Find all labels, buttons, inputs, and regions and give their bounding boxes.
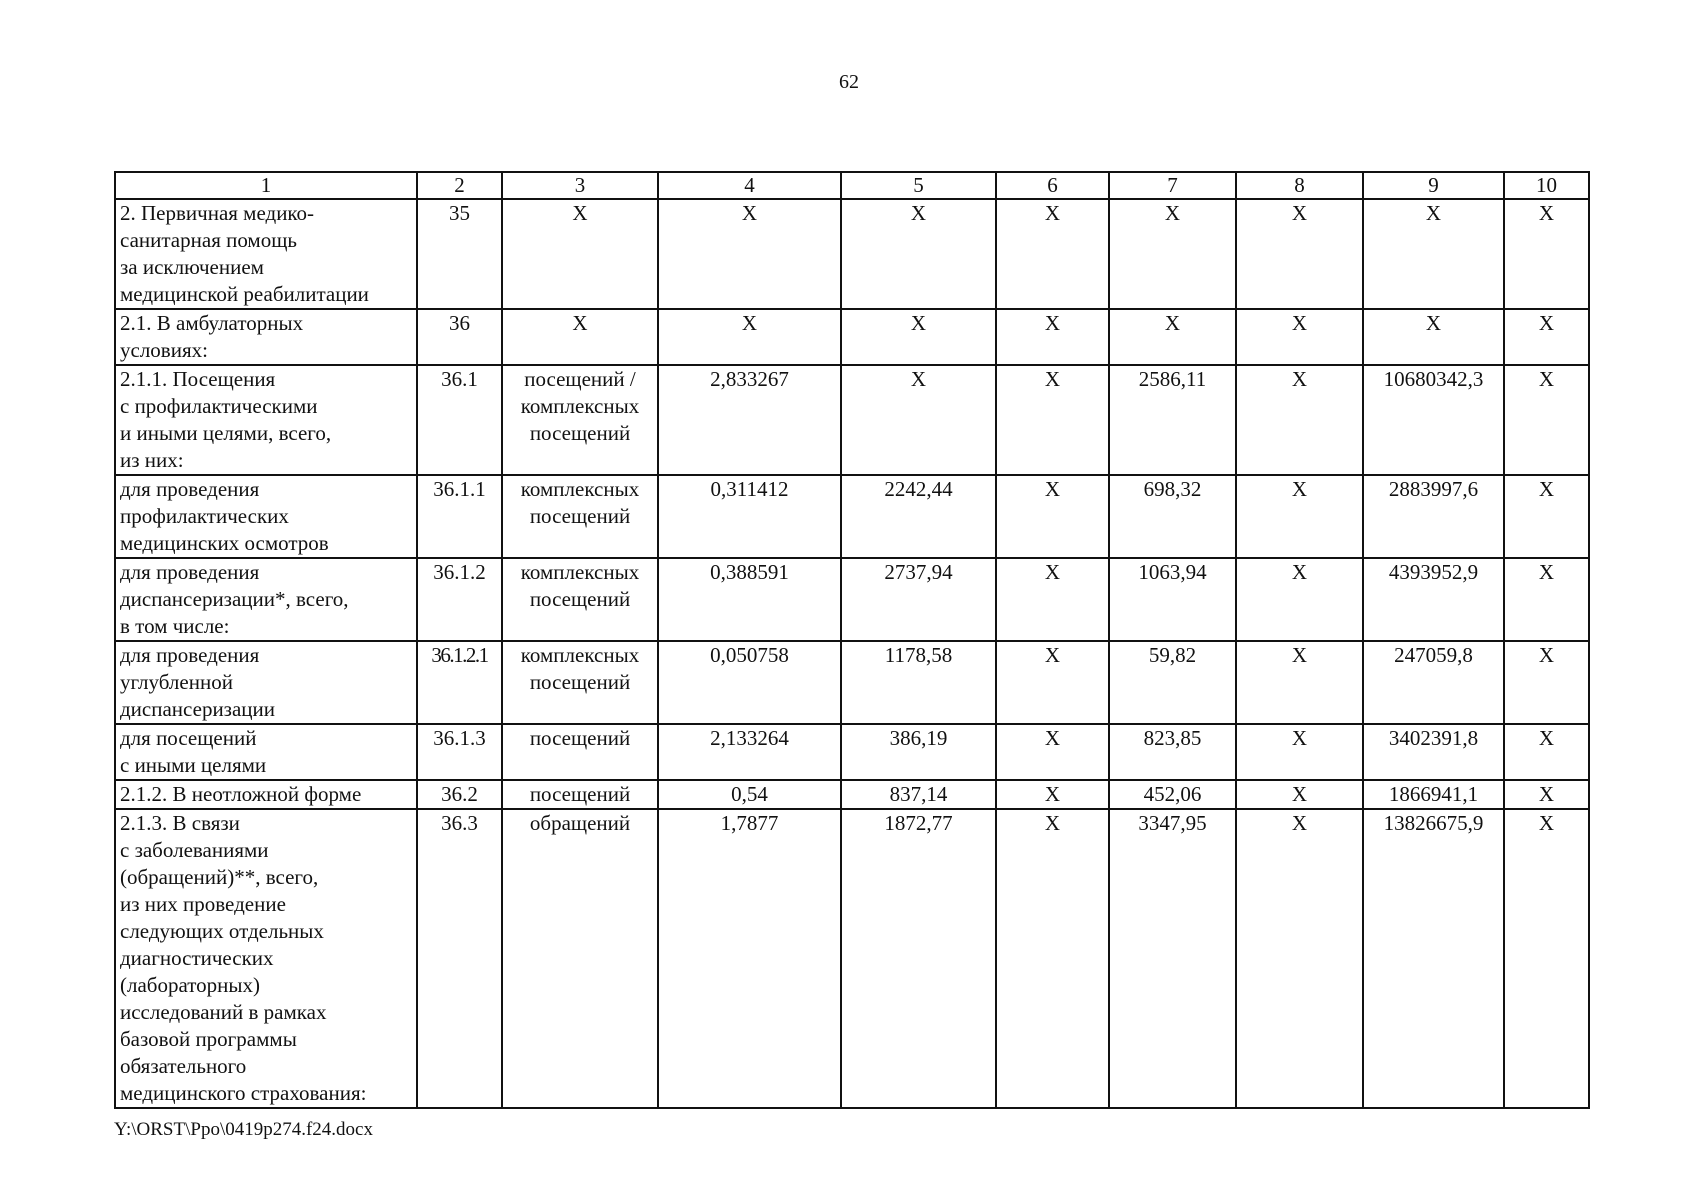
row-value-cell-c10: X — [1504, 780, 1589, 809]
table-row — [115, 780, 1589, 809]
row-name-line: (лабораторных) — [120, 973, 260, 997]
row-value-cell-c7: 452,06 — [1109, 780, 1236, 809]
row-unit-cell — [502, 724, 658, 780]
row-value-cell-c7: X — [1109, 199, 1236, 309]
row-code-cell: 36.1.2.1 — [417, 641, 502, 724]
row-value-cell-c4: X — [658, 199, 841, 309]
row-unit-line: посещений / — [524, 367, 636, 391]
row-name-line: медицинских осмотров — [120, 531, 329, 555]
row-name-line: диагностических — [120, 946, 274, 970]
row-unit-line: комплексных — [520, 560, 640, 584]
row-unit-line: комплексных — [520, 643, 640, 667]
row-value-cell-c10: X — [1504, 365, 1589, 475]
column-number-cell: 1 — [115, 172, 417, 199]
row-name-cell — [115, 558, 417, 641]
row-name-line: с заболеваниями — [120, 838, 269, 862]
row-name-line: из них: — [120, 448, 184, 472]
row-name-line: с профилактическими — [120, 394, 318, 418]
table-row — [115, 199, 1589, 309]
row-value-cell-c6: X — [996, 199, 1109, 309]
row-value-cell-c5: 1872,77 — [841, 809, 996, 1108]
row-name-line: 2. Первичная медико- — [120, 201, 315, 225]
row-name-line: медицинской реабилитации — [120, 282, 369, 306]
row-value-cell-c8: X — [1236, 475, 1363, 558]
row-code-cell: 36.1 — [417, 365, 502, 475]
row-name-line: обязательного — [120, 1054, 247, 1078]
row-value-cell-c8: X — [1236, 309, 1363, 365]
row-unit-cell — [502, 780, 658, 809]
row-value-cell-c8: X — [1236, 199, 1363, 309]
row-value-cell-c9: X — [1363, 309, 1504, 365]
row-unit-line: посещений — [529, 504, 631, 528]
row-unit-cell — [502, 199, 658, 309]
row-value-cell-c10: X — [1504, 558, 1589, 641]
row-unit-cell — [502, 558, 658, 641]
row-name-cell — [115, 724, 417, 780]
column-number-cell: 5 — [841, 172, 996, 199]
row-code-cell: 36.1.2 — [417, 558, 502, 641]
row-unit-line: посещений — [529, 670, 631, 694]
row-name-line: для проведения — [120, 477, 260, 501]
row-value-cell-c9: 10680342,3 — [1363, 365, 1504, 475]
page-number: 62 — [839, 71, 859, 93]
row-name-line: следующих отдельных — [120, 919, 324, 943]
row-value-cell-c7: 59,82 — [1109, 641, 1236, 724]
row-value-cell-c4: 2,833267 — [658, 365, 841, 475]
row-name-line: профилактических — [120, 504, 289, 528]
row-value-cell-c9: X — [1363, 199, 1504, 309]
table-row — [115, 309, 1589, 365]
row-name-line: диспансеризации — [120, 697, 276, 721]
row-value-cell-c6: X — [996, 309, 1109, 365]
row-name-line: 2.1.3. В связи — [120, 811, 240, 835]
row-name-line: условиях: — [120, 338, 208, 362]
row-name-line: базовой программы — [120, 1027, 297, 1051]
row-unit-line: комплексных — [520, 477, 640, 501]
row-value-cell-c5: 2737,94 — [841, 558, 996, 641]
row-value-cell-c9: 3402391,8 — [1363, 724, 1504, 780]
row-name-line: 2.1.1. Посещения — [120, 367, 276, 391]
row-name-cell — [115, 641, 417, 724]
row-code-cell: 36 — [417, 309, 502, 365]
row-value-cell-c7: 698,32 — [1109, 475, 1236, 558]
row-value-cell-c5: X — [841, 199, 996, 309]
row-value-cell-c4: 2,133264 — [658, 724, 841, 780]
row-name-cell — [115, 309, 417, 365]
row-name-line: с иными целями — [120, 753, 267, 777]
row-value-cell-c4: 1,7877 — [658, 809, 841, 1108]
table-header-row — [115, 172, 1589, 199]
row-name-line: медицинского страхования: — [120, 1081, 367, 1105]
footer-file-path: Y:\ORST\Ppo\0419p274.f24.docx — [114, 1119, 373, 1140]
row-value-cell-c6: X — [996, 365, 1109, 475]
row-value-cell-c4: 0,050758 — [658, 641, 841, 724]
data-table — [114, 171, 1590, 1109]
row-value-cell-c7: 2586,11 — [1109, 365, 1236, 475]
table-row — [115, 558, 1589, 641]
row-value-cell-c10: X — [1504, 475, 1589, 558]
table-row — [115, 724, 1589, 780]
row-name-cell — [115, 199, 417, 309]
row-code-cell: 35 — [417, 199, 502, 309]
row-value-cell-c9: 1866941,1 — [1363, 780, 1504, 809]
table-row — [115, 641, 1589, 724]
row-value-cell-c10: X — [1504, 199, 1589, 309]
column-number-cell: 8 — [1236, 172, 1363, 199]
row-name-line: для проведения — [120, 643, 260, 667]
column-number-cell: 2 — [417, 172, 502, 199]
row-name-line: в том числе: — [120, 614, 230, 638]
row-name-line: из них проведение — [120, 892, 286, 916]
row-value-cell-c9: 2883997,6 — [1363, 475, 1504, 558]
column-number-cell: 10 — [1504, 172, 1589, 199]
row-value-cell-c9: 247059,8 — [1363, 641, 1504, 724]
row-unit-cell — [502, 809, 658, 1108]
row-value-cell-c7: 1063,94 — [1109, 558, 1236, 641]
row-name-line: диспансеризации*, всего, — [120, 587, 349, 611]
row-name-cell — [115, 809, 417, 1108]
row-value-cell-c5: 1178,58 — [841, 641, 996, 724]
row-code-cell: 36.3 — [417, 809, 502, 1108]
row-name-line: 2.1.2. В неотложной форме — [120, 782, 362, 806]
row-value-cell-c10: X — [1504, 809, 1589, 1108]
row-value-cell-c5: 2242,44 — [841, 475, 996, 558]
row-value-cell-c4: 0,311412 — [658, 475, 841, 558]
row-unit-cell — [502, 641, 658, 724]
row-value-cell-c4: 0,388591 — [658, 558, 841, 641]
row-value-cell-c6: X — [996, 475, 1109, 558]
row-unit-line: посещений — [529, 726, 631, 750]
row-value-cell-c7: 823,85 — [1109, 724, 1236, 780]
row-name-line: для посещений — [120, 726, 257, 750]
row-name-line: и иными целями, всего, — [120, 421, 332, 445]
row-value-cell-c6: X — [996, 724, 1109, 780]
row-value-cell-c8: X — [1236, 558, 1363, 641]
column-number-cell: 4 — [658, 172, 841, 199]
row-code-cell: 36.2 — [417, 780, 502, 809]
row-name-line: 2.1. В амбулаторных — [120, 311, 304, 335]
table-row — [115, 365, 1589, 475]
row-value-cell-c6: X — [996, 558, 1109, 641]
row-value-cell-c8: X — [1236, 780, 1363, 809]
row-value-cell-c8: X — [1236, 641, 1363, 724]
row-name-line: исследований в рамках — [120, 1000, 327, 1024]
row-unit-line: комплексных — [520, 394, 640, 418]
table-body — [115, 172, 1589, 1108]
row-value-cell-c5: 386,19 — [841, 724, 996, 780]
row-unit-line: посещений — [529, 782, 631, 806]
column-number-cell: 7 — [1109, 172, 1236, 199]
column-number-cell: 3 — [502, 172, 658, 199]
row-value-cell-c5: 837,14 — [841, 780, 996, 809]
row-value-cell-c6: X — [996, 641, 1109, 724]
row-unit-line: обращений — [529, 811, 631, 835]
row-value-cell-c4: X — [658, 309, 841, 365]
table-row — [115, 475, 1589, 558]
row-value-cell-c8: X — [1236, 724, 1363, 780]
row-name-cell — [115, 475, 417, 558]
row-name-line: углубленной — [120, 670, 233, 694]
row-name-line: санитарная помощь — [120, 228, 297, 252]
row-unit-cell — [502, 365, 658, 475]
row-name-line: для проведения — [120, 560, 260, 584]
row-value-cell-c4: 0,54 — [658, 780, 841, 809]
row-value-cell-c6: X — [996, 809, 1109, 1108]
row-unit-line: посещений — [529, 587, 631, 611]
row-code-cell: 36.1.3 — [417, 724, 502, 780]
row-unit-cell — [502, 475, 658, 558]
row-value-cell-c6: X — [996, 780, 1109, 809]
column-number-cell: 9 — [1363, 172, 1504, 199]
column-number-cell: 6 — [996, 172, 1109, 199]
row-name-line: (обращений)**, всего, — [120, 865, 319, 889]
row-value-cell-c8: X — [1236, 809, 1363, 1108]
row-unit-line: X — [572, 311, 588, 335]
row-value-cell-c10: X — [1504, 309, 1589, 365]
row-unit-line: посещений — [529, 421, 631, 445]
row-unit-line: X — [572, 201, 588, 225]
row-name-cell — [115, 780, 417, 809]
row-unit-cell — [502, 309, 658, 365]
row-value-cell-c9: 4393952,9 — [1363, 558, 1504, 641]
row-code-cell: 36.1.1 — [417, 475, 502, 558]
row-value-cell-c7: 3347,95 — [1109, 809, 1236, 1108]
row-value-cell-c10: X — [1504, 641, 1589, 724]
row-name-line: за исключением — [120, 255, 264, 279]
row-name-cell — [115, 365, 417, 475]
row-value-cell-c5: X — [841, 365, 996, 475]
row-value-cell-c7: X — [1109, 309, 1236, 365]
row-value-cell-c5: X — [841, 309, 996, 365]
row-value-cell-c9: 13826675,9 — [1363, 809, 1504, 1108]
table-row — [115, 809, 1589, 1108]
row-value-cell-c10: X — [1504, 724, 1589, 780]
row-value-cell-c8: X — [1236, 365, 1363, 475]
